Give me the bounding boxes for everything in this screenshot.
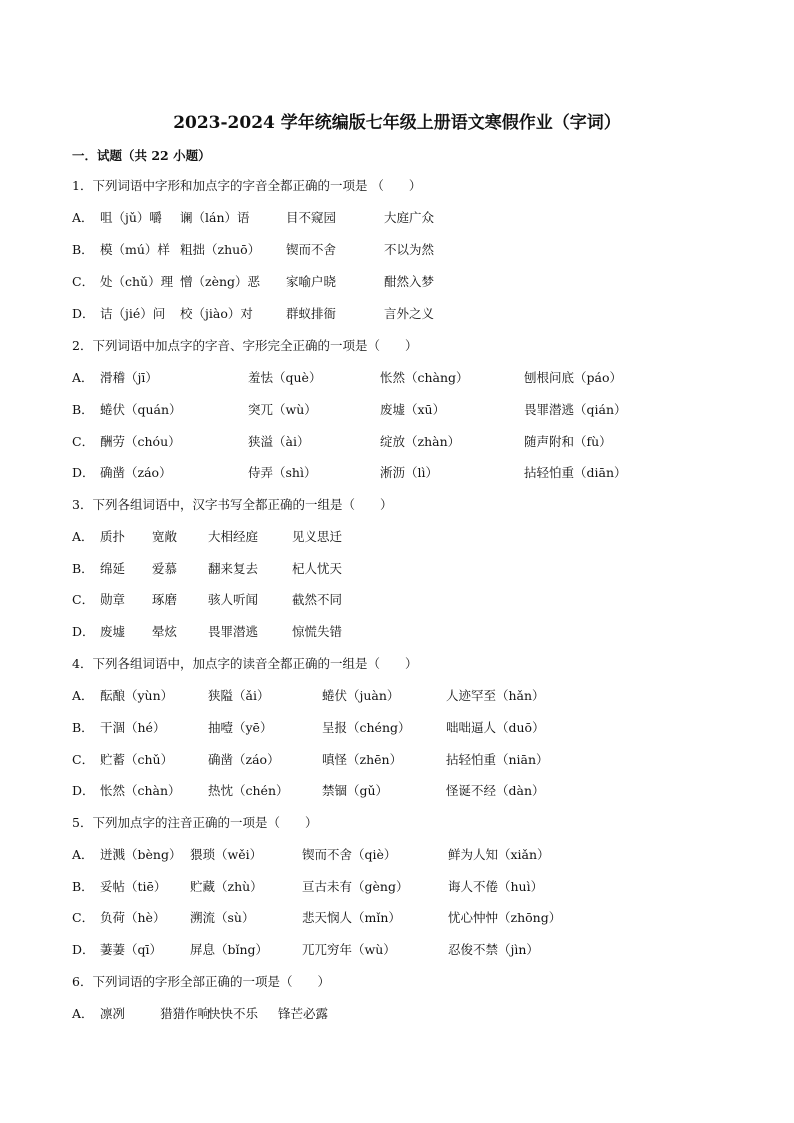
- option-item: 宽敞: [152, 529, 178, 544]
- option-item: 忧心忡忡（zhōng）: [448, 910, 562, 925]
- option-item: 呈报（chéng）: [322, 720, 411, 735]
- option-item: 蜷伏（juàn）: [322, 688, 400, 703]
- option-item: 凛冽: [100, 1006, 126, 1021]
- option-item: 干涸（hé）: [100, 720, 166, 735]
- option-label: C．: [72, 910, 95, 925]
- option-label: C．: [72, 434, 95, 449]
- option-item: 大相经庭: [208, 529, 259, 544]
- option-item: 琢磨: [152, 592, 178, 607]
- option-item: 言外之义: [384, 306, 435, 321]
- option-item: 大庭广众: [384, 210, 435, 225]
- option-item: 酝酿（yùn）: [100, 688, 174, 703]
- option-item: 目不窥园: [286, 210, 337, 225]
- option-label: C．: [72, 752, 95, 767]
- document-title: 2023-2024 学年统编版七年级上册语文寒假作业（字词）: [173, 113, 621, 133]
- option-item: 确凿（záo）: [208, 752, 280, 767]
- option-item: 质扑: [100, 529, 126, 544]
- option-item: 咄咄逼人（duō）: [446, 720, 545, 735]
- option-item: 绽放（zhàn）: [380, 434, 461, 449]
- option-item: 谰（lán）语: [180, 210, 250, 225]
- option-item: 拈轻怕重（diān）: [524, 465, 627, 480]
- option-item: 抽噎（yē）: [208, 720, 273, 735]
- option-item: 猥琐（wěi）: [190, 847, 263, 862]
- option-label: A．: [72, 847, 94, 862]
- option-item: 校（jiào）对: [180, 306, 253, 321]
- option-label: A．: [72, 529, 94, 544]
- question-stem: 1．下列词语中字形和加点字的字音全都正确的一项是 （ ）: [72, 178, 422, 193]
- option-label: D．: [72, 942, 95, 957]
- option-item: 废墟（xū）: [380, 402, 446, 417]
- option-item: 滑稽（jī）: [100, 370, 158, 385]
- option-item: 骇人听闻: [208, 592, 259, 607]
- option-item: 随声附和（fù）: [524, 434, 612, 449]
- option-label: D．: [72, 624, 95, 639]
- option-item: 兀兀穷年（wù）: [302, 942, 396, 957]
- option-item: 酬劳（chóu）: [100, 434, 181, 449]
- option-item: 禁锢（gǔ）: [322, 783, 389, 798]
- option-label: B．: [72, 402, 94, 417]
- option-item: 惊慌失错: [292, 624, 343, 639]
- option-item: 贮藏（zhù）: [190, 879, 263, 894]
- option-item: 妥帖（tiē）: [100, 879, 167, 894]
- option-label: A．: [72, 1006, 94, 1021]
- option-label: A．: [72, 210, 94, 225]
- option-item: 家喻户晓: [286, 274, 337, 289]
- option-item: 亘古未有（gèng）: [302, 879, 409, 894]
- option-item: 猎猎作响: [160, 1006, 211, 1021]
- option-item: 忍俊不禁（jìn）: [448, 942, 539, 957]
- option-item: 畏罪潜逃: [208, 624, 259, 639]
- option-item: 不以为然: [384, 242, 435, 257]
- option-item: 刨根问底（páo）: [524, 370, 622, 385]
- option-label: C．: [72, 592, 95, 607]
- option-item: 粗拙（zhuō）: [180, 242, 261, 257]
- option-item: 快快不乐: [208, 1006, 259, 1021]
- option-item: 废墟: [100, 624, 126, 639]
- option-item: 勋章: [100, 592, 126, 607]
- option-item: 见义思迁: [292, 529, 343, 544]
- option-item: 萋萋（qī）: [100, 942, 162, 957]
- option-item: 处（chǔ）理: [100, 274, 174, 289]
- option-item: 锲而不舍: [286, 242, 337, 257]
- option-item: 狭溢（ài）: [248, 434, 310, 449]
- option-item: 锲而不舍（qiè）: [302, 847, 397, 862]
- option-item: 确凿（záo）: [100, 465, 172, 480]
- option-item: 爱慕: [152, 561, 178, 576]
- option-item: 人迹罕至（hǎn）: [446, 688, 545, 703]
- option-item: 屏息（bǐng）: [190, 942, 269, 957]
- option-item: 翻来复去: [208, 561, 259, 576]
- option-label: D．: [72, 465, 95, 480]
- option-item: 模（mú）样: [100, 242, 170, 257]
- option-label: B．: [72, 720, 94, 735]
- option-label: C．: [72, 274, 95, 289]
- option-item: 溯流（sù）: [190, 910, 255, 925]
- option-item: 酣然入梦: [384, 274, 435, 289]
- option-label: D．: [72, 783, 95, 798]
- option-item: 诘（jié）问: [100, 306, 166, 321]
- option-label: B．: [72, 561, 94, 576]
- option-label: A．: [72, 370, 94, 385]
- option-item: 锋芒必露: [278, 1006, 329, 1021]
- option-item: 蜷伏（quán）: [100, 402, 182, 417]
- option-item: 迸溅（bèng）: [100, 847, 182, 862]
- question-stem: 6．下列词语的字形全部正确的一项是（ ）: [72, 974, 330, 989]
- option-item: 热忱（chén）: [208, 783, 289, 798]
- option-item: 羞怯（què）: [248, 370, 322, 385]
- option-item: 怅然（chàn）: [100, 783, 181, 798]
- option-item: 负荷（hè）: [100, 910, 166, 925]
- option-item: 拈轻怕重（niān）: [446, 752, 549, 767]
- option-item: 鲜为人知（xiǎn）: [448, 847, 550, 862]
- option-label: B．: [72, 242, 94, 257]
- option-item: 诲人不倦（huì）: [448, 879, 544, 894]
- option-item: 嗔怪（zhēn）: [322, 752, 403, 767]
- option-item: 突兀（wù）: [248, 402, 317, 417]
- option-item: 悲天悯人（mǐn）: [302, 910, 401, 925]
- option-item: 晕炫: [152, 624, 178, 639]
- question-stem: 5．下列加点字的注音正确的一项是（ ）: [72, 815, 318, 830]
- option-label: D．: [72, 306, 95, 321]
- option-item: 咀（jǔ）嚼: [100, 210, 162, 225]
- option-item: 淅沥（lì）: [380, 465, 438, 480]
- option-item: 侍弄（shì）: [248, 465, 317, 480]
- option-item: 畏罪潜逃（qián）: [524, 402, 627, 417]
- option-item: 狭隘（ǎi）: [208, 688, 270, 703]
- option-item: 憎（zèng）恶: [180, 274, 261, 289]
- question-stem: 4．下列各组词语中，加点字的读音全都正确的一组是（ ）: [72, 656, 418, 671]
- question-stem: 3．下列各组词语中，汉字书写全都正确的一组是（ ）: [72, 497, 393, 512]
- option-item: 怅然（chàng）: [380, 370, 469, 385]
- option-item: 群蚁排衙: [286, 306, 337, 321]
- option-item: 绵延: [100, 561, 126, 576]
- option-item: 贮蓄（chǔ）: [100, 752, 174, 767]
- option-label: B．: [72, 879, 94, 894]
- section-heading: 一．试题（共 22 小题）: [72, 148, 211, 163]
- option-item: 截然不同: [292, 592, 343, 607]
- option-item: 杞人忧天: [292, 561, 343, 576]
- option-item: 怪诞不经（dàn）: [446, 783, 545, 798]
- option-label: A．: [72, 688, 94, 703]
- question-stem: 2．下列词语中加点字的字音、字形完全正确的一项是（ ）: [72, 338, 418, 353]
